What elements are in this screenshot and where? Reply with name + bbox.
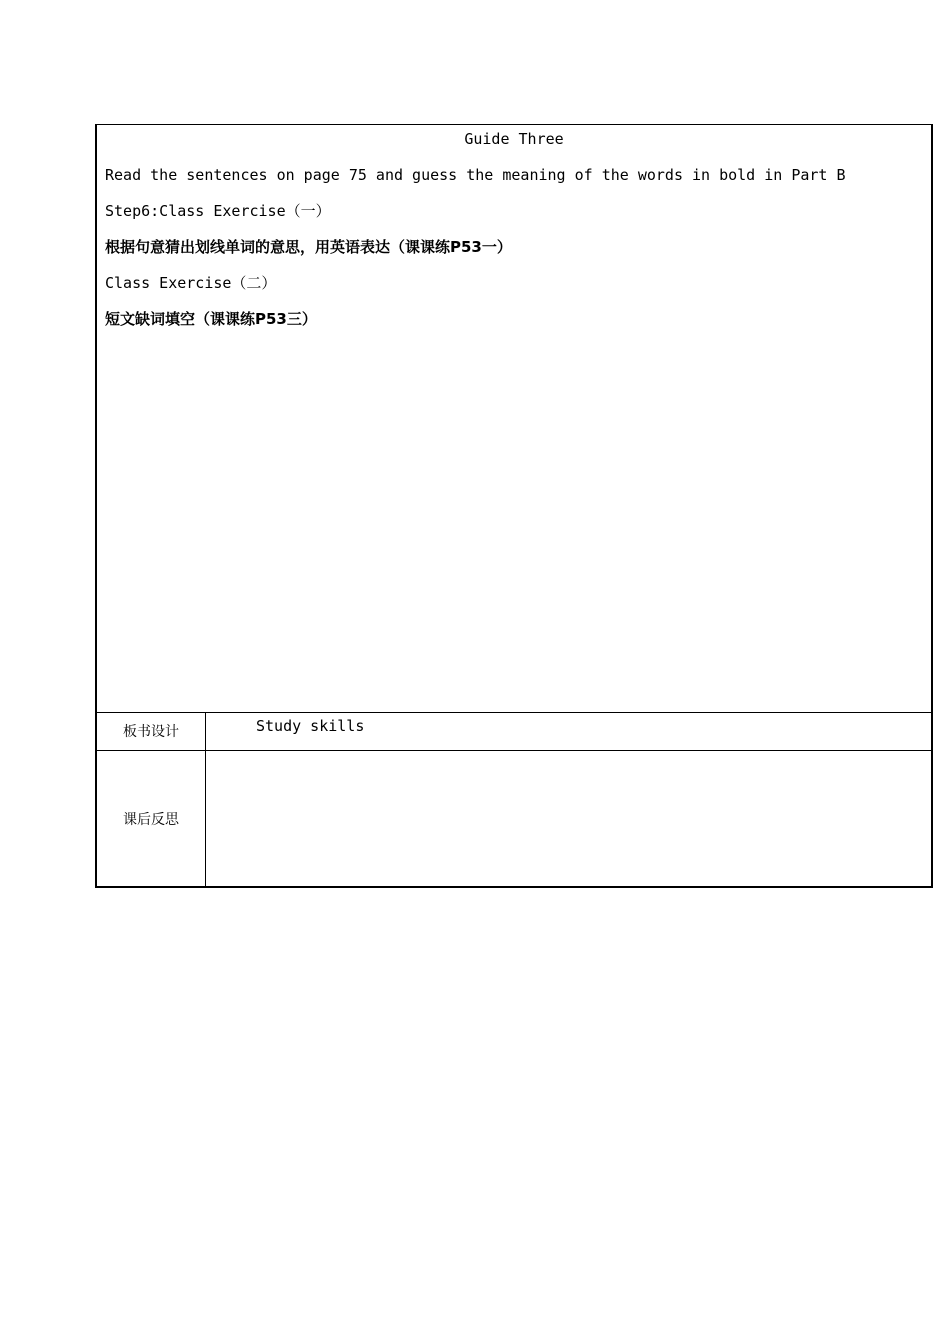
step6-heading: Step6:Class Exercise（一） — [105, 202, 331, 220]
board-design-content: Study skills — [256, 717, 365, 735]
guide-instruction: Read the sentences on page 75 and guess the meaning of the words in bold in Part B — [105, 166, 846, 184]
lesson-plan-table — [95, 124, 933, 888]
board-design-row — [97, 712, 931, 751]
reflection-label: 课后反思 — [97, 751, 206, 886]
reflection-row — [97, 751, 931, 886]
exercise-two-instruction: 短文缺词填空（课课练P53三） — [105, 310, 317, 328]
class-exercise-two-heading: Class Exercise（二） — [105, 274, 277, 292]
guide-cell — [97, 125, 931, 713]
exercise-one-instruction: 根据句意猜出划线单词的意思，用英语表达（课课练P53一） — [105, 238, 512, 256]
guide-title: Guide Three — [464, 130, 564, 148]
board-design-label: 板书设计 — [97, 712, 206, 750]
